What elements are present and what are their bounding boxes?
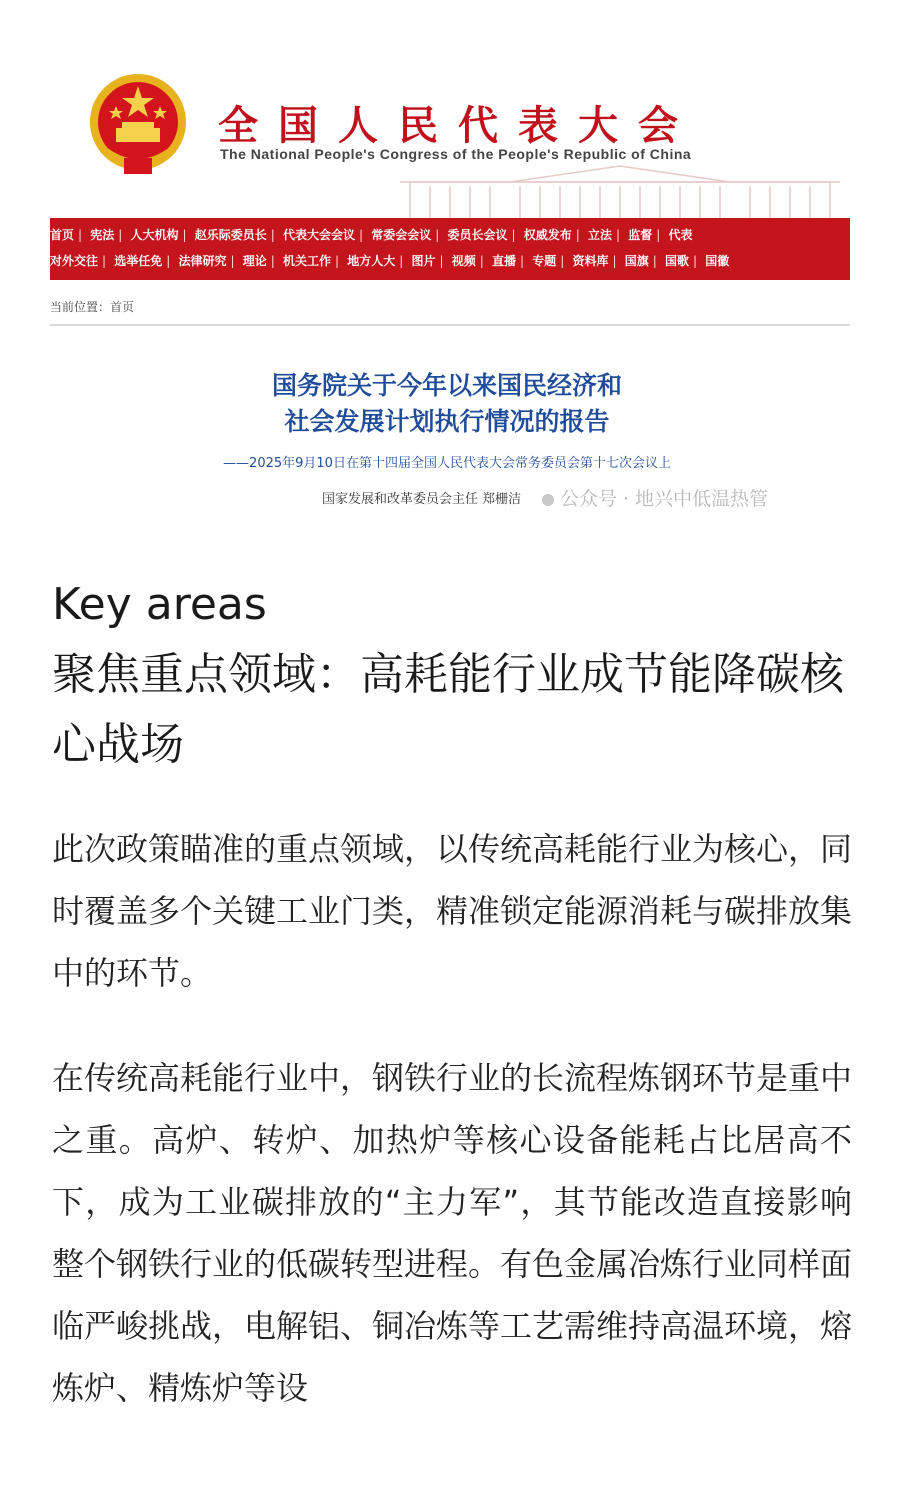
article-paragraph-1: 此次政策瞄准的重点领域，以传统高耗能行业为核心，同时覆盖多个关键工业门类，精准锁定能源消耗与碳排放集中的环节。 — [52, 830, 853, 992]
report-title — [50, 368, 844, 440]
divider — [50, 324, 850, 326]
nav-item[interactable]: 直播 — [492, 254, 517, 268]
embedded-screenshot — [50, 60, 850, 530]
nav-item[interactable]: 代表 — [668, 228, 693, 242]
masthead-title: 全国人民代表大会 — [218, 102, 698, 149]
nav-item[interactable]: 立法 — [588, 228, 613, 242]
great-hall-illustration — [390, 164, 850, 220]
report-author: 国家发展和改革委员会主任 郑栅洁 — [322, 492, 522, 507]
nav-item[interactable]: 赵乐际委员长 — [194, 228, 267, 242]
report-subtitle: ——2025年9月10日在第十四届全国人民代表大会常务委员会第十七次会议上 — [223, 456, 671, 471]
nav-item[interactable]: 首页 — [50, 228, 75, 242]
report-title-line-1: 国务院关于今年以来国民经济和 — [271, 371, 622, 400]
heading-english: Key areas — [52, 579, 267, 630]
watermark-text: 公众号 · 地兴中低温热管 — [560, 488, 769, 510]
article-paragraph-2: 在传统高耗能行业中，钢铁行业的长流程炼钢环节是重中之重。高炉、转炉、加热炉等核心设备能耗占比居高不下，成为工业碳排放的“主力军”，其节能改造直接影响整个钢铁行业的低碳转型进程。有色金属冶炼行业同样面临严峻挑战，电解铝、铜冶炼等工艺需维持高温环境，熔炼炉、精炼炉等设 — [52, 1059, 853, 1407]
nav-item[interactable]: 选举任免 — [114, 254, 163, 268]
nav-item[interactable]: 地方人大 — [347, 254, 396, 268]
nav-row-1: 首页 | 宪法 | 人大机构 | 赵乐际委员长 | 代表大会会议 | 常委会会议 | 委员长会议 | 权威发布 | 立法 | 监督 | 代表 — [50, 224, 850, 246]
watermark — [542, 484, 768, 511]
breadcrumb: 当前位置：首页 — [50, 300, 135, 314]
wechat-dot-icon — [542, 494, 554, 506]
national-emblem-icon — [86, 72, 190, 180]
nav-item[interactable]: 法律研究 — [178, 254, 227, 268]
nav-item[interactable]: 资料库 — [572, 254, 609, 268]
nav-item[interactable]: 人大机构 — [130, 228, 179, 242]
nav-item[interactable]: 专题 — [532, 254, 557, 268]
nav-item[interactable]: 视频 — [451, 254, 476, 268]
nav-item[interactable]: 机关工作 — [283, 254, 332, 268]
nav-item[interactable]: 国旗 — [624, 254, 649, 268]
nav-item[interactable]: 图片 — [411, 254, 436, 268]
masthead-subtitle: The National People's Congress of the People's Republic of China — [220, 146, 692, 162]
site-navbar — [50, 218, 850, 280]
nav-item[interactable]: 代表大会会议 — [283, 228, 356, 242]
nav-item[interactable]: 委员长会议 — [447, 228, 508, 242]
nav-item[interactable]: 国歌 — [665, 254, 690, 268]
nav-item[interactable]: 理论 — [242, 254, 267, 268]
nav-item[interactable]: 宪法 — [90, 228, 115, 242]
report-title-line-2: 社会发展计划执行情况的报告 — [284, 407, 610, 436]
nav-item[interactable]: 常委会会议 — [371, 228, 432, 242]
nav-item[interactable]: 权威发布 — [523, 228, 572, 242]
nav-row-2: 对外交往 | 选举任免 | 法律研究 | 理论 | 机关工作 | 地方人大 | 图片 | 视频 | 直播 | 专题 | 资料库 | 国旗 | 国歌 | 国徽 — [50, 250, 850, 272]
nav-item[interactable]: 国徽 — [705, 254, 730, 268]
nav-item[interactable]: 对外交往 — [50, 254, 99, 268]
nav-item[interactable]: 监督 — [628, 228, 653, 242]
heading-chinese: 聚焦重点领域：高耗能行业成节能降碳核心战场 — [52, 649, 844, 770]
article-heading — [52, 570, 852, 780]
